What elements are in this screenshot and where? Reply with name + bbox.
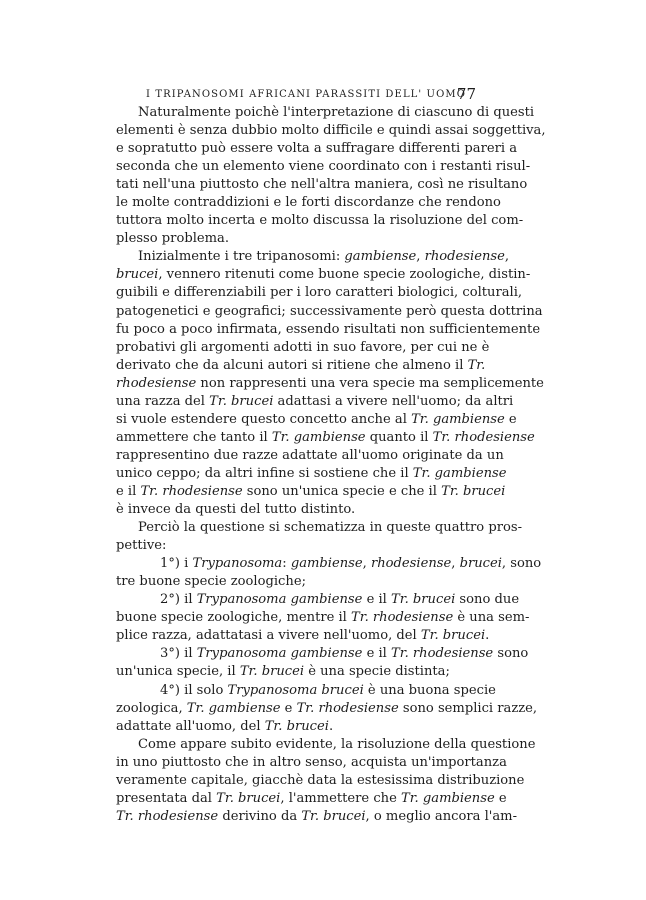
text-line: 4°) il solo Trypanosoma brucei è una buona specie	[160, 682, 496, 698]
text-line: unico ceppo; da altri infine si sostiene che il Tr. gambiense	[116, 465, 507, 481]
text-line: elementi è senza dubbio molto difficile e quindi assai soggettiva,	[116, 123, 546, 139]
text-line: presentata dal Tr. brucei, l'ammettere che Tr. gambiense e	[116, 790, 507, 806]
page-number: 77	[456, 85, 476, 103]
text-line: seconda che un elemento viene coordinato con i restanti risul-	[116, 159, 531, 175]
text-line: plesso problema.	[116, 231, 230, 247]
text-line: 1°) i Trypanosoma: gambiense, rhodesiense, brucei, sono	[160, 556, 542, 572]
text-line: le molte contraddizioni e le forti discordanze che rendono	[116, 195, 501, 211]
text-line: plice razza, adattatasi a vivere nell'uomo, del Tr. brucei.	[116, 628, 490, 644]
body-text	[116, 104, 546, 826]
text-line: zoologica, Tr. gambiense e Tr. rhodesiense sono semplici razze,	[116, 700, 538, 716]
text-line: tati nell'una piuttosto che nell'altra maniera, così ne risultano	[116, 177, 528, 193]
text-line: tuttora molto incerta e molto discussa la risoluzione del com-	[116, 213, 524, 229]
text-line: pettive:	[116, 538, 167, 554]
text-line: Perciò la questione si schematizza in queste quattro pros-	[138, 520, 523, 536]
text-line: e il Tr. rhodesiense sono un'unica specie e che il Tr. brucei	[116, 483, 506, 499]
text-line: patogenetici e geografici; successivamente però questa dottrina	[116, 303, 543, 319]
text-line: rappresentino due razze adattate all'uomo originate da un	[116, 447, 504, 463]
running-title: I TRIPANOSOMI AFRICANI PARASSITI DELL' UOMO	[146, 89, 467, 100]
text-line: e sopratutto può essere volta a suffragare differenti pareri a	[116, 141, 518, 157]
text-line: rhodesiense non rappresenti una vera specie ma semplicemente	[116, 375, 544, 391]
text-line: Inizialmente i tre tripanosomi: gambiense, rhodesiense,	[138, 249, 510, 265]
text-line: ammettere che tanto il Tr. gambiense quanto il Tr. rhodesiense	[116, 429, 535, 445]
text-line: si vuole estendere questo concetto anche al Tr. gambiense e	[116, 411, 517, 427]
text-line: fu poco a poco infirmata, essendo risultati non sufficientemente	[116, 321, 541, 337]
text-line: è invece da questi del tutto distinto.	[116, 502, 356, 518]
text-line: brucei, vennero ritenuti come buone specie zoologiche, distin-	[116, 267, 531, 283]
text-line: 2°) il Trypanosoma gambiense e il Tr. brucei sono due	[160, 592, 520, 608]
text-line: Come appare subito evidente, la risoluzione della questione	[138, 736, 536, 752]
text-line: una razza del Tr. brucei adattasi a vivere nell'uomo; da altri	[116, 393, 514, 409]
text-line: un'unica specie, il Tr. brucei è una specie distinta;	[116, 664, 450, 680]
text-line: Naturalmente poichè l'interpretazione di ciascuno di questi	[138, 105, 535, 120]
text-line: 3°) il Trypanosoma gambiense e il Tr. rhodesiense sono	[160, 646, 529, 662]
text-line: veramente capitale, giacchè data la estesissima distribuzione	[116, 772, 525, 788]
text-line: adattate all'uomo, del Tr. brucei.	[116, 718, 334, 734]
text-line: tre buone specie zoologiche;	[116, 574, 306, 590]
text-line: derivato che da alcuni autori si ritiene che almeno il Tr.	[116, 357, 486, 373]
page-header	[146, 85, 476, 105]
text-line: guibili e differenziabili per i loro caratteri biologici, colturali,	[116, 285, 523, 301]
text-line: probativi gli argomenti adotti in suo favore, per cui ne è	[116, 339, 490, 355]
text-line: buone specie zoologiche, mentre il Tr. rhodesiense è una sem-	[116, 610, 530, 626]
text-line: Tr. rhodesiense derivino da Tr. brucei, o meglio ancora l'am-	[116, 808, 518, 824]
text-line: in uno piuttosto che in altro senso, acquista un'importanza	[116, 754, 507, 770]
